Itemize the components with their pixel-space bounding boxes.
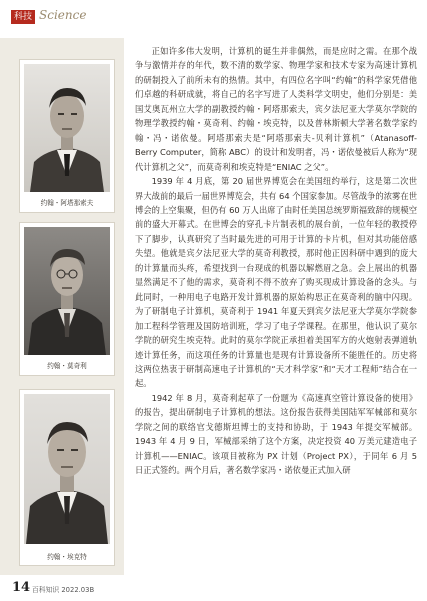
page-number: 14 [12,580,31,595]
photo-caption: 约翰・莫奇利 [47,362,87,370]
photo-card [20,60,114,212]
portrait-photo [24,64,110,192]
photo-caption: 约翰・阿塔那索夫 [40,199,94,207]
portrait-photo [24,227,110,355]
magazine-issue: 百科知识 2022.03B [32,586,95,594]
portrait-photo [24,394,110,544]
article-paragraph: 1939 年 4 月底，第 20 届世界博览会在美国纽约举行，这是第二次世界大战前的最后一届世界博览会，共有 64 个国家参加。尽管战争的浓雾在世博会的上空集聚，但仍有 60 万人出席了由时任美国总统罗斯福致辞的规模空前的盛大开幕式。在世博会的穿孔卡片制表机的展台前，一位年轻的教授停下了脚步，认真研究了当时最先进的可用于计算的卡片机，但对其功能倍感失望。他就是宾夕法尼亚大学的莫奇利教授，那时他正因科研中遇到的庞大的计算量而头疼，希望找到一台现成的机器以解燃眉之急。会上展出的机器显然满足不了他的需求，莫奇利不得不放弃了购买现成计算设备的念头。与此同时，一种用电子电路开发计算机器的原始构思正在莫奇利的脑中闪现。为了研制电子计算机，莫奇利于 1941 年夏天到宾夕法尼亚大学莫尔学院参加工程科学管理及国防培训班，学习了电子学课程。在那里，他认识了莫尔学院的研究生埃克特。此时的莫尔学院正承担着美国军方的火炮射表弹道轨迹计算任务，而这项任务的计算量也是现有计算设备所不能胜任的。历史将这两位热衷于研制高速电子计算机的“天才科学家”和“天才工程师”结合在一起。 [135,176,417,389]
page-header [0,0,427,40]
article-paragraph: 正如许多伟大发明，计算机的诞生并非偶然，而是应时之需。在那个战争与激情并存的年代，数不清的数学家、物理学家和技术专家为高速计算机的研制投入了前所未有的热情。其中，有四位名字叫“约翰”的科学家凭借他们卓越的科研成就，将自己的名字写进了人类科学文明史，他们分别是：美国艾奥瓦州立大学的副教授约翰・阿塔那索夫，宾夕法尼亚大学莫尔学院的物理学教授约翰・莫奇利、约翰・埃克特，以及普林斯顿大学著名数学家约翰・冯・诺依曼。阿塔那索夫是“阿塔那索夫-贝利计算机”（Atanasoff-Berry Computer，简称 ABC）的设计和发明者，冯・诺依曼被后人称为“现代计算机之父”，而莫奇利和埃克特是“ENIAC 之父”。 [135,46,417,172]
photo-card [20,223,114,375]
article-paragraph: 1942 年 8 月，莫奇利起草了一份题为《高速真空管计算设备的使用》的报告，提出研制电子计算机的想法。这份报告获得美国陆军军械部和莫尔学院之间的联络官戈德斯坦博士的支持和协助，于 1943 年提交军械部。1943 年 4 月 9 日，军械部采纳了这个方案，决定投资 40 万美元建造电子计算机——ENIAC。该项目被称为 PX 计划（Project PX），于同年 6 月 5 日正式签约。两个月后，著名数学家冯・诺依曼正式加入研 [135,392,417,476]
photo-column [0,38,124,575]
section-english-label: Science [39,8,87,22]
photo-card [20,390,114,565]
article-body [135,44,417,478]
photo-caption: 约翰・埃克特 [47,553,87,561]
section-tag: 科技 [11,10,35,24]
